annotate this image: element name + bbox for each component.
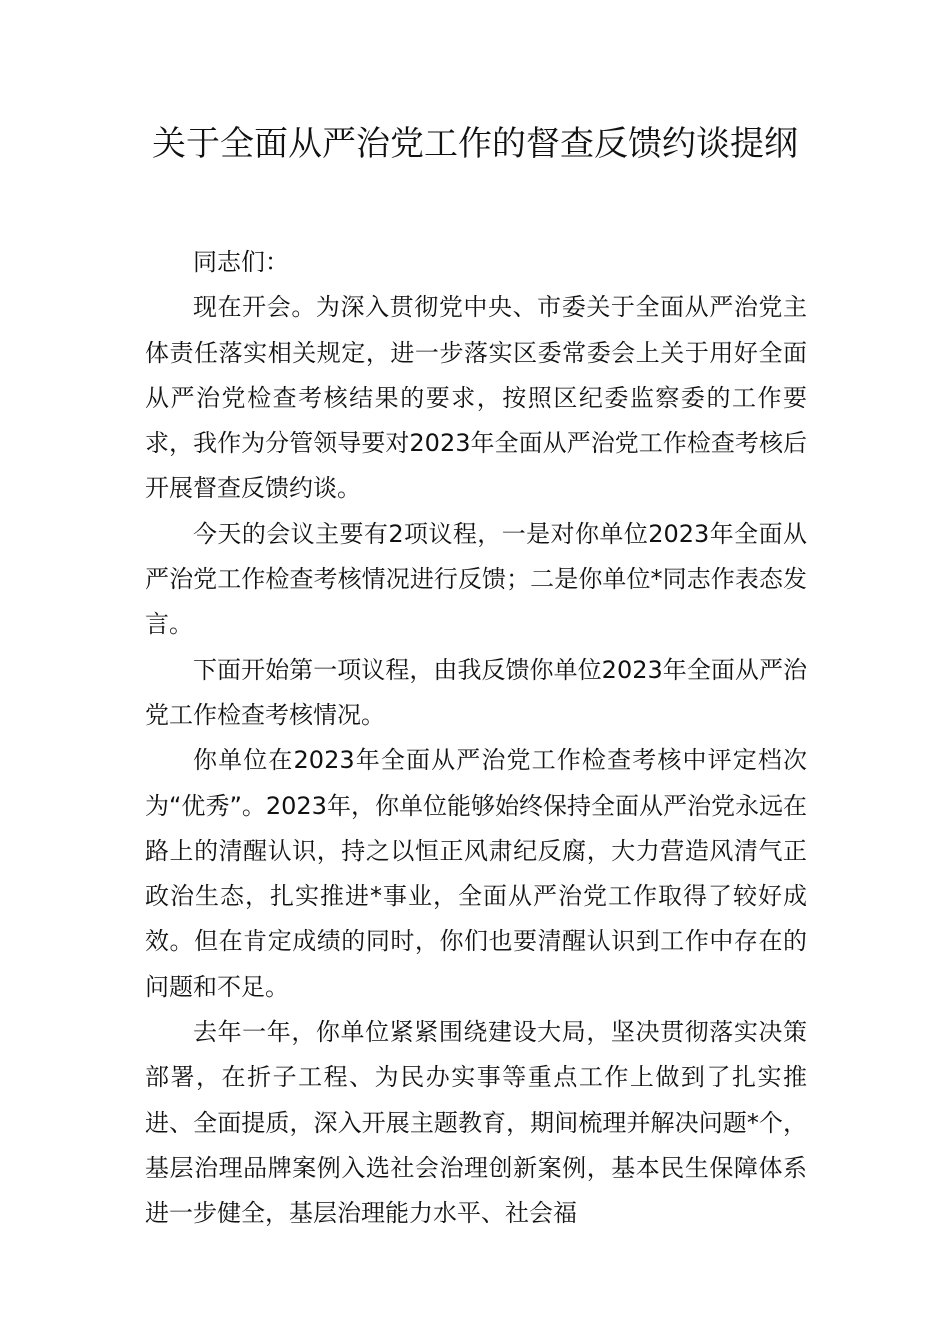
paragraph: 现在开会。为深入贯彻党中央、市委关于全面从严治党主体责任落实相关规定，进一步落实区委常委会上关于用好全面从严治党检查考核结果的要求，按照区纪委监察委的工作要求，我作为分管领导要对2023年全面从严治党工作检查考核后开展督查反馈约谈。 — [145, 293, 807, 503]
paragraph: 你单位在2023年全面从严治党工作检查考核中评定档次为“优秀”。2023年，你单位能够始终保持全面从严治党永远在路上的清醒认识，持之以恒正风肃纪反腐，大力营造风清气正政治生态，扎实推进*事业，全面从严治党工作取得了较好成效。但在肯定成绩的同时，你们也要清醒认识到工作中存在的问题和不足。 — [145, 746, 807, 1001]
salutation: 同志们： — [193, 248, 289, 276]
document-body — [145, 240, 807, 1237]
document-title: 关于全面从严治党工作的督查反馈约谈提纲 — [152, 124, 798, 164]
paragraph: 去年一年，你单位紧紧围绕建设大局，坚决贯彻落实决策部署，在折子工程、为民办实事等重点工作上做到了扎实推进、全面提质，深入开展主题教育，期间梳理并解决问题*个，基层治理品牌案例入选社会治理创新案例，基本民生保障体系进一步健全，基层治理能力水平、社会福 — [145, 1018, 807, 1228]
paragraph: 下面开始第一项议程，由我反馈你单位2023年全面从严治党工作检查考核情况。 — [145, 655, 807, 729]
paragraph: 今天的会议主要有2项议程，一是对你单位2023年全面从严治党工作检查考核情况进行反馈；二是你单位*同志作表态发言。 — [145, 519, 807, 639]
